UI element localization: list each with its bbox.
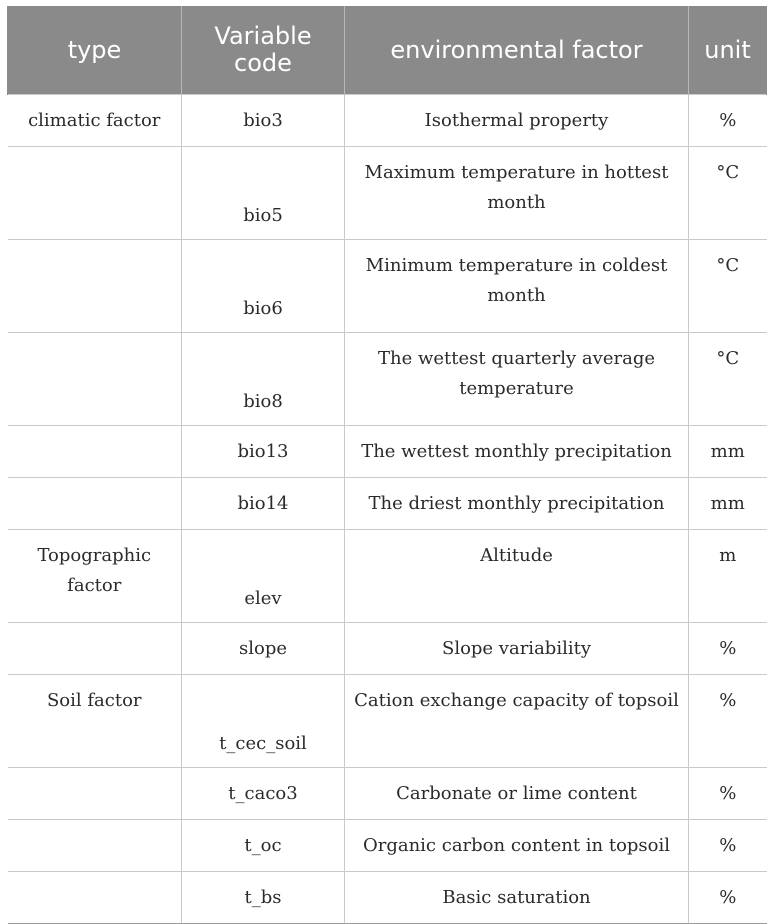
cell-factor: Maximum temperature in hottest month bbox=[345, 147, 689, 240]
table-row bbox=[8, 675, 767, 768]
cell-factor: The driest monthly precipitation bbox=[345, 478, 689, 530]
table-row bbox=[8, 333, 767, 426]
cell-factor: Basic saturation bbox=[345, 872, 689, 924]
environmental-factors-table bbox=[7, 6, 767, 924]
cell-code: t_caco3 bbox=[182, 768, 345, 820]
table-body bbox=[8, 95, 767, 924]
header-variable-code-line1: Variable bbox=[214, 22, 312, 50]
cell-factor: Carbonate or lime content bbox=[345, 768, 689, 820]
cell-type bbox=[8, 872, 182, 924]
cell-unit: % bbox=[689, 820, 767, 872]
cell-unit: % bbox=[689, 768, 767, 820]
table-row bbox=[8, 768, 767, 820]
cell-unit: % bbox=[689, 872, 767, 924]
header-variable-code-line2: code bbox=[234, 49, 292, 77]
cell-factor: Organic carbon content in topsoil bbox=[345, 820, 689, 872]
table-row bbox=[8, 95, 767, 147]
cell-type bbox=[8, 623, 182, 675]
cell-type bbox=[8, 820, 182, 872]
cell-type bbox=[8, 333, 182, 426]
cell-code: bio13 bbox=[182, 426, 345, 478]
header-environmental-factor: environmental factor bbox=[345, 6, 689, 95]
cell-code: t_bs bbox=[182, 872, 345, 924]
cell-factor: The wettest monthly precipitation bbox=[345, 426, 689, 478]
cell-factor: Altitude bbox=[345, 530, 689, 623]
cell-code: bio5 bbox=[182, 147, 345, 240]
table-row bbox=[8, 623, 767, 675]
header-variable-code bbox=[182, 6, 345, 95]
cell-code: t_oc bbox=[182, 820, 345, 872]
cell-type bbox=[8, 147, 182, 240]
cell-code: bio3 bbox=[182, 95, 345, 147]
table-row bbox=[8, 147, 767, 240]
header-row bbox=[8, 6, 767, 95]
cell-unit: °C bbox=[689, 240, 767, 333]
cell-code: elev bbox=[182, 530, 345, 623]
cell-code: t_cec_soil bbox=[182, 675, 345, 768]
cell-unit: °C bbox=[689, 333, 767, 426]
table-row bbox=[8, 530, 767, 623]
cell-code: slope bbox=[182, 623, 345, 675]
table-row bbox=[8, 820, 767, 872]
cell-unit: % bbox=[689, 623, 767, 675]
cell-code: bio6 bbox=[182, 240, 345, 333]
cell-code: bio14 bbox=[182, 478, 345, 530]
cell-factor: Cation exchange capacity of topsoil bbox=[345, 675, 689, 768]
cell-unit: % bbox=[689, 95, 767, 147]
cell-code: bio8 bbox=[182, 333, 345, 426]
cell-type bbox=[8, 426, 182, 478]
cell-type bbox=[8, 768, 182, 820]
cell-type bbox=[8, 240, 182, 333]
header-type: type bbox=[8, 6, 182, 95]
cell-type: Topographic factor bbox=[8, 530, 182, 623]
cell-factor: Slope variability bbox=[345, 623, 689, 675]
cell-factor: The wettest quarterly average temperature bbox=[345, 333, 689, 426]
cell-unit: mm bbox=[689, 426, 767, 478]
cell-unit: mm bbox=[689, 478, 767, 530]
cell-type: Soil factor bbox=[8, 675, 182, 768]
table-row bbox=[8, 872, 767, 924]
cell-type: climatic factor bbox=[8, 95, 182, 147]
cell-factor: Minimum temperature in coldest month bbox=[345, 240, 689, 333]
cell-unit: m bbox=[689, 530, 767, 623]
table-row bbox=[8, 478, 767, 530]
cell-type bbox=[8, 478, 182, 530]
table-header bbox=[8, 6, 767, 95]
environmental-factors-table-container bbox=[7, 6, 766, 924]
cell-unit: °C bbox=[689, 147, 767, 240]
cell-factor: Isothermal property bbox=[345, 95, 689, 147]
table-row bbox=[8, 240, 767, 333]
header-unit: unit bbox=[689, 6, 767, 95]
table-row bbox=[8, 426, 767, 478]
cell-unit: % bbox=[689, 675, 767, 768]
